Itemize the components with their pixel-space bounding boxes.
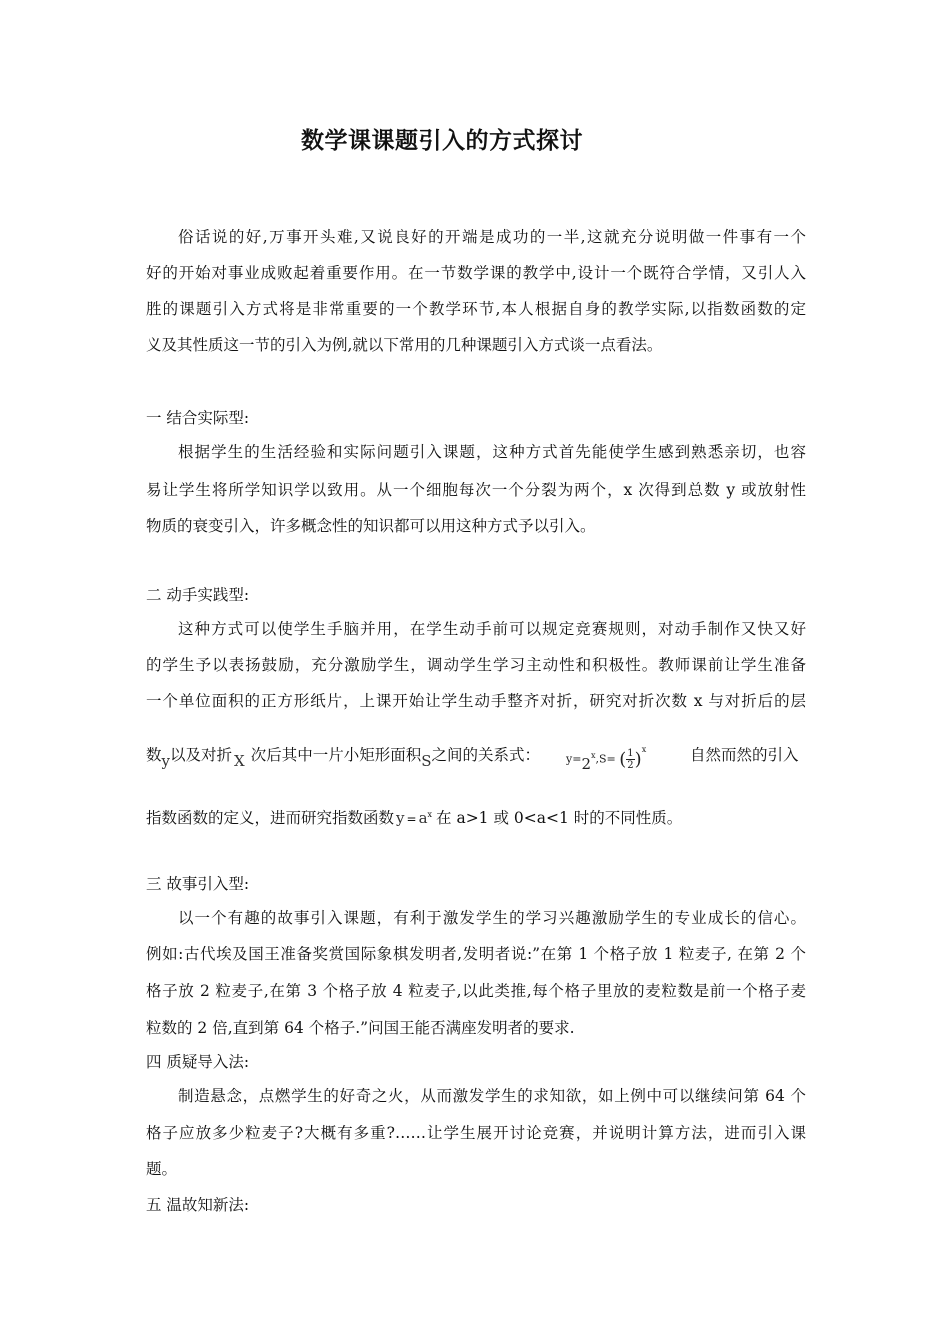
section-3-line-1: 以一个有趣的故事引入课题，有利于激发学生的学习兴趣激励学生的专业成长的信心。 [178,909,806,927]
s2-l4-text-a: 数 [146,746,162,764]
formula-y-s [566,744,647,773]
fraction-denominator: 2 [627,760,634,771]
formula-y-ax-a: a [418,809,428,828]
section-3-line-3: 格子放 2 粒麦子,在第 3 个格子放 4 粒麦子,以此类推,每个格子里放的麦粒数是前一个格子麦 [146,982,806,1000]
section-2-line-1: 这种方式可以使学生手脑并用，在学生动手前可以规定竞赛规则，对动手制作又快又好 [178,620,806,638]
section-3-line-4: 粒数的 2 倍,直到第 64 个格子.”问国王能否满座发明者的要求. [146,1019,575,1037]
section-2-line-4 [146,744,541,770]
formula-y-ax-y: y [396,809,405,828]
formula-y-ax-eq: = [406,812,417,827]
var-y: y [161,752,170,770]
formula-exp-x-1: x [590,750,596,760]
formula-base-2: 2 [581,754,591,773]
section-4-heading: 四 质疑导入法: [146,1053,250,1071]
formula-exp-x-2: x [641,744,647,754]
section-1-line-2: 易让学生将所学知识学以致用。从一个细胞每次一个分裂为两个，x 次得到总数 y 或放射性 [146,481,806,499]
formula-y-lhs: y= [566,752,582,766]
section-1-line-3: 物质的衰变引入，许多概念性的知识都可以用这种方式予以引入。 [146,517,596,535]
formula-s-lhs: ,S= [595,752,616,766]
var-x: X [234,752,245,770]
section-1-heading: 一 结合实际型: [146,409,250,427]
s2-l5-text-a: 指数函数的定义，进而研究指数函数 [146,809,395,828]
section-3-heading: 三 故事引入型: [146,875,250,893]
fraction-numerator: 1 [627,748,634,759]
section-4-line-2: 格子应放多少粒麦子?大概有多重?……让学生展开讨论竞赛，并说明计算方法，进而引入课 [146,1124,806,1142]
section-3-line-2: 例如:古代埃及国王准备奖赏国际象棋发明者,发明者说:”在第 1 个格子放 1 粒麦子, 在第 2 个 [146,945,806,963]
section-2-line-3: 一个单位面积的正方形纸片，上课开始让学生动手整齐对折，研究对折次数 x 与对折后的层 [146,692,806,710]
document-title: 数学课课题引入的方式探讨 [301,127,583,154]
s2-l4-text-c: 次后其中一片小矩形面积 [250,746,422,764]
section-2-line-2: 的学生予以表扬鼓励，充分激励学生，调动学生学习主动性和积极性。教师课前让学生准备 [146,656,806,674]
intro-line-4: 义及其性质这一节的引入为例,就以下常用的几种课题引入方式谈一点看法。 [146,336,663,354]
intro-line-2: 好的开始对事业成败起着重要作用。在一节数学课的教学中,设计一个既符合学情，又引人入 [146,264,806,282]
section-1-line-1: 根据学生的生活经验和实际问题引入课题，这种方式首先能使学生感到熟悉亲切，也容 [178,443,806,461]
intro-line-3: 胜的课题引入方式将是非常重要的一个教学环节,本人根据自身的教学实际,以指数函数的定 [146,300,806,318]
formula-y-ax-exp: x [427,810,433,819]
var-s: S [421,752,432,770]
section-2-line-5 [146,804,682,830]
s2-l5-text-b: 在 a>1 或 0<a<1 时的不同性质。 [436,809,683,828]
s2-l4-text-b: 以及对折 [170,746,233,764]
fraction-one-half [626,748,634,771]
section-4-line-3: 题。 [146,1160,178,1178]
section-5-heading: 五 温故知新法: [146,1196,250,1214]
intro-line-1: 俗话说的好,万事开头难,又说良好的开端是成功的一半,这就充分说明做一件事有一个 [178,228,806,246]
s2-l4-text-e: 自然而然的引入 [690,746,799,764]
paren-open: ( [619,749,627,770]
s2-l4-text-d: 之间的关系式： [431,746,541,764]
section-4-line-1: 制造悬念，点燃学生的好奇之火，从而激发学生的求知欲，如上例中可以继续问第 64 个 [178,1087,806,1105]
section-2-heading: 二 动手实践型: [146,586,250,604]
paren-close: ) [634,749,642,770]
